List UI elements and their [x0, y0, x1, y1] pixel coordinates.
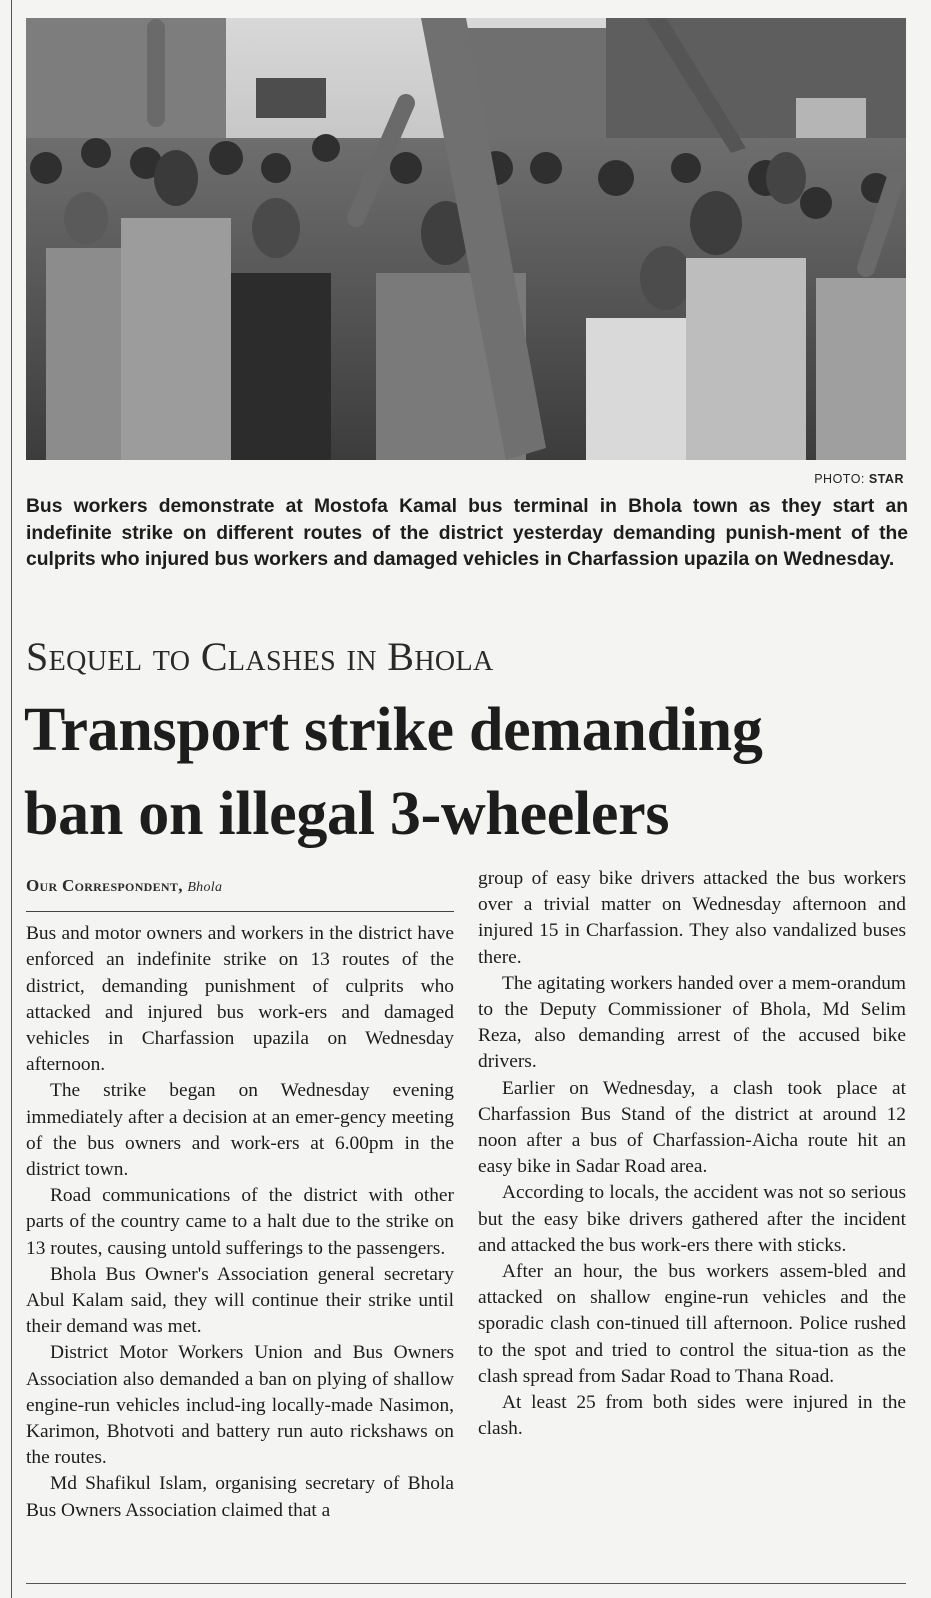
- byline-location: Bhola: [187, 880, 223, 895]
- article-paragraph: Bus and motor owners and workers in the district have enforced an indefinite strike on 13 routes of the district, demanding punishment of culprits who attacked and injured bus work-ers and damaged vehicles in Charfassion upazila on Wednesday afternoon.: [26, 923, 454, 1076]
- article-paragraph: Md Shafikul Islam, organising secretary of Bhola Bus Owners Association claimed that a: [26, 1473, 454, 1521]
- kicker-headline: Sequel to Clashes in Bhola: [26, 634, 494, 679]
- headline-line-1: Transport strike demanding: [24, 696, 763, 764]
- left-column-rule: [11, 0, 12, 1598]
- article-paragraph: Road communications of the district with other parts of the country came to a halt due to the strike on 13 routes, causing untold sufferings to the passengers.: [26, 1185, 454, 1259]
- article-paragraph: According to locals, the accident was not so serious but the easy bike drivers gathered after the incident and attacked the bus work-ers there with sticks.: [478, 1182, 906, 1256]
- news-photo: [26, 18, 906, 460]
- photo-caption: Bus workers demonstrate at Mostofa Kamal bus terminal in Bhola town as they start an indefinite strike on different routes of the district yesterday demanding punish-ment of the culprits who injured bus workers and damaged vehicles in Charfassion upazila on Wednesday.: [26, 496, 908, 570]
- article-paragraph: After an hour, the bus workers assem-bled and attacked on shallow engine-run vehicles and the sporadic clash con-tinued till afternoon. Police rushed to the spot and tried to control the situa-tion as the clash spread from Sadar Road to Thana Road.: [478, 1261, 906, 1387]
- byline-author: Our Correspondent,: [26, 876, 183, 895]
- byline: [26, 866, 454, 912]
- photo-credit-prefix: PHOTO:: [814, 472, 865, 486]
- article-paragraph: The agitating workers handed over a mem-orandum to the Deputy Commissioner of Bhola, Md Selim Reza, also demanding arrest of the accused bike drivers.: [478, 972, 906, 1073]
- bottom-rule: [26, 1583, 906, 1584]
- article-paragraph: District Motor Workers Union and Bus Owners Association also demanded a ban on plying of shallow engine-run vehicles includ-ing locally-made Nasimon, Karimon, Bhotvoti and battery run auto rickshaws on the routes.: [26, 1342, 454, 1469]
- article-paragraph: Bhola Bus Owner's Association general secretary Abul Kalam said, they will continue their strike until their demand was met.: [26, 1263, 454, 1338]
- photo-credit-source: STAR: [868, 472, 904, 486]
- photo-credit: [814, 472, 904, 486]
- headline-line-2: ban on illegal 3-wheelers: [24, 780, 670, 848]
- article-column-right: [478, 866, 906, 1442]
- article-paragraph: At least 25 from both sides were injured in the clash.: [478, 1392, 906, 1440]
- article-paragraph: Earlier on Wednesday, a clash took place at Charfassion Bus Stand of the district at around 12 noon after a bus of Charfassion-Aicha route hit an easy bike in Sadar Road area.: [478, 1077, 906, 1178]
- main-headline: [24, 688, 914, 856]
- article-paragraph: group of easy bike drivers attacked the bus workers over a trivial matter on Wednesday afternoon and injured 15 in Charfassion. They also vandalized buses there.: [478, 868, 906, 968]
- article-column-left: [26, 866, 454, 1524]
- article-paragraph: The strike began on Wednesday evening immediately after a decision at an emer-gency meeting of the bus owners and work-ers at 6.00pm in the district town.: [26, 1080, 454, 1181]
